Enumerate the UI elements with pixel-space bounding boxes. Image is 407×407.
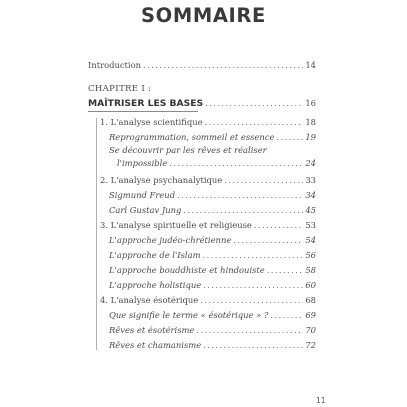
leader-dots <box>203 340 303 351</box>
leader-dots <box>177 190 303 201</box>
chapter-label: CHAPITRE I : <box>88 84 152 94</box>
page-number: 11 <box>316 396 326 405</box>
toc-page: 24 <box>305 158 316 168</box>
toc-subentry[interactable] <box>109 235 316 246</box>
toc-page: 72 <box>305 340 316 350</box>
toc-subentry[interactable] <box>109 280 316 291</box>
toc-label: L'approche judéo-chrétienne <box>109 235 232 245</box>
chapter-underline <box>88 111 198 112</box>
toc-subentry[interactable] <box>109 325 316 336</box>
toc-page: 70 <box>305 325 316 335</box>
toc-page: 69 <box>305 310 316 320</box>
toc-section-3[interactable] <box>100 220 316 231</box>
toc-label: Carl Gustav Jung <box>109 205 182 215</box>
toc-subentry[interactable] <box>109 265 316 276</box>
leader-dots <box>203 250 304 261</box>
toc-intro-page: 14 <box>305 60 316 70</box>
toc-subentry[interactable] <box>109 190 316 201</box>
toc-subentry[interactable] <box>117 158 316 169</box>
leader-dots <box>267 265 304 276</box>
toc-label: Rêves et ésotérisme <box>109 325 195 335</box>
toc-page: 54 <box>305 235 316 245</box>
toc-label: 3. L'analyse spirituelle et religieuse <box>100 220 252 230</box>
toc-label: 4. L'analyse ésotérique <box>100 295 199 305</box>
toc-section-1[interactable] <box>100 117 316 128</box>
toc-label: 1. L'analyse scientifique <box>100 117 203 127</box>
chapter-title: MAÎTRISER LES BASES <box>88 98 204 109</box>
leader-dots <box>183 205 303 216</box>
toc-subentry[interactable] <box>109 145 316 156</box>
toc-label: L'approche bouddhiste et hindouiste <box>109 265 265 275</box>
toc-section-4[interactable] <box>100 295 316 306</box>
toc-label: L'approche de l'Islam <box>109 250 201 260</box>
section-guide-line <box>96 118 97 350</box>
toc-label: L'approche holistique <box>109 280 202 290</box>
toc-page: 53 <box>305 220 316 230</box>
toc-subentry[interactable] <box>109 310 316 321</box>
toc-page: 33 <box>305 175 316 185</box>
chapter-page: 16 <box>305 98 316 108</box>
toc-label: Rêves et chamanisme <box>109 340 202 350</box>
toc-page: 60 <box>305 280 316 290</box>
toc-subentry[interactable] <box>109 132 316 143</box>
leader-dots <box>200 295 303 306</box>
toc-page: 56 <box>305 250 316 260</box>
toc-subentry[interactable] <box>109 250 316 261</box>
toc-section-2[interactable] <box>100 175 316 186</box>
toc-chapter[interactable] <box>88 98 316 109</box>
leader-dots <box>276 132 303 143</box>
leader-dots <box>203 280 303 291</box>
toc-intro-label: Introduction <box>88 60 142 70</box>
toc-subentry[interactable] <box>109 340 316 351</box>
leader-dots <box>233 235 303 246</box>
toc-page: 58 <box>305 265 316 275</box>
toc-label: Reprogrammation, sommeil et essence <box>109 132 275 142</box>
leader-dots <box>224 175 303 186</box>
toc-page: 19 <box>305 132 316 142</box>
leader-dots <box>270 310 303 321</box>
leader-dots <box>205 117 304 128</box>
toc-page: 18 <box>305 117 316 127</box>
toc-label: Que signifie le terme « ésotérique » ? <box>109 310 269 320</box>
toc-page: 68 <box>305 295 316 305</box>
toc-label: l'impossible <box>117 158 168 168</box>
leader-dots <box>169 158 303 169</box>
toc-label: Se découvrir par les rêves et réaliser <box>109 145 267 155</box>
toc-page: 34 <box>305 190 316 200</box>
toc-label: Sigmund Freud <box>109 190 176 200</box>
toc-label: 2. L'analyse psychanalytique <box>100 175 223 185</box>
leader-dots <box>205 98 303 109</box>
toc-page: 45 <box>305 205 316 215</box>
leader-dots <box>196 325 303 336</box>
leader-dots <box>143 60 303 71</box>
leader-dots <box>254 220 303 231</box>
page-title: SOMMAIRE <box>141 4 266 27</box>
toc-intro[interactable] <box>88 60 316 71</box>
toc-subentry[interactable] <box>109 205 316 216</box>
